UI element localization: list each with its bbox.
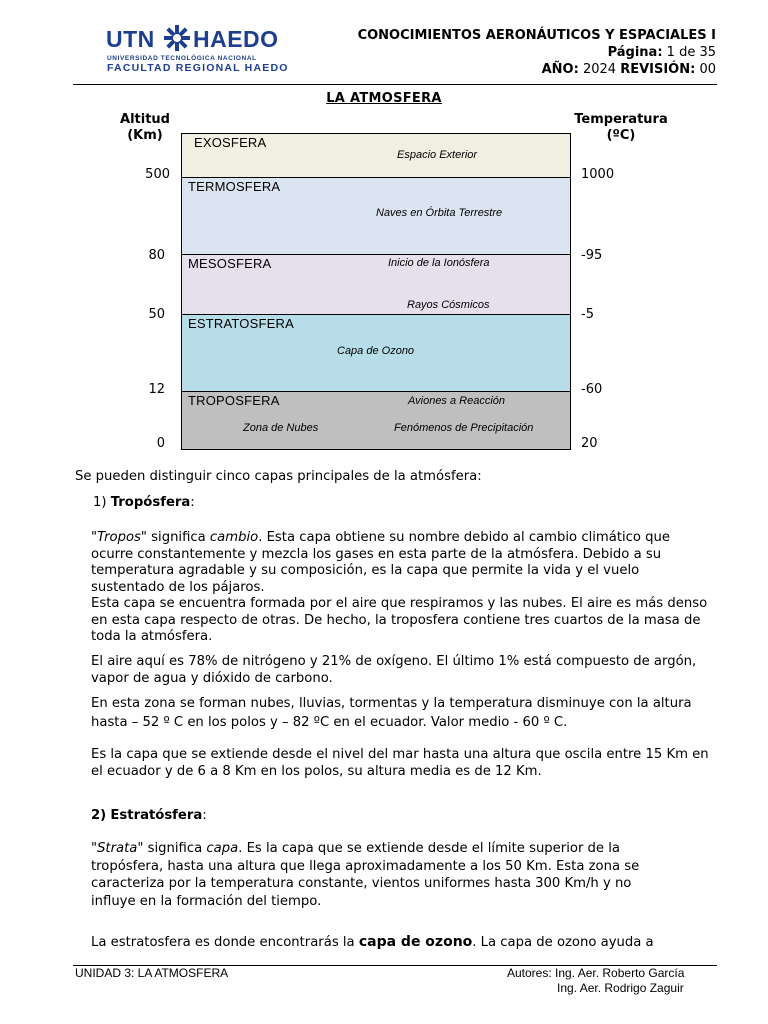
paragraph: La estratosfera es donde encontrarás la capa de ozono. La capa de ozono ayuda a — [91, 934, 654, 950]
footer-authors-line1: Autores: Ing. Aer. Roberto García — [507, 966, 685, 980]
layer-estratosfera — [182, 315, 570, 392]
layer-note: Rayos Cósmicos — [407, 299, 490, 311]
layer-note: Capa de Ozono — [337, 345, 415, 357]
layer-name: TROPOSFERA — [188, 393, 280, 408]
layer-name: EXOSFERA — [194, 135, 267, 150]
header-divider — [73, 84, 717, 85]
layer-termosfera — [182, 178, 570, 255]
altitude-tick: 80 — [148, 248, 165, 263]
altitude-tick: 500 — [145, 167, 170, 182]
altitude-axis-title: Altitud (Km) — [120, 112, 170, 143]
temperature-tick: -60 — [581, 382, 603, 397]
temperature-tick: -95 — [581, 248, 603, 263]
layer-mesosfera — [182, 255, 570, 315]
layer-note: Zona de Nubes — [243, 422, 319, 434]
temperature-tick: 1000 — [581, 167, 615, 182]
layer-note: Naves en Órbita Terrestre — [376, 207, 503, 219]
page-indicator — [608, 45, 716, 60]
page-value: 1 de 35 — [666, 45, 716, 60]
layer-note: Inicio de la Ionósfera — [388, 257, 490, 269]
layer-name: MESOSFERA — [188, 256, 272, 271]
temperature-tick: -5 — [581, 307, 594, 322]
footer-unit: UNIDAD 3: LA ATMOSFERA — [75, 966, 229, 980]
section-heading-troposfera: 1) Tropósfera: — [93, 495, 195, 510]
altitude-tick: 12 — [148, 382, 165, 397]
paragraph: Es la capa que se extiende desde el nivel del mar hasta una altura que oscila entre 15 Km en el ecuador y de 6 a 8 Km en los polos, su altura media es de 12 Km. — [91, 747, 709, 779]
altitude-tick: 50 — [148, 307, 165, 322]
logo-university-name: UNIVERSIDAD TECNOLÓGICA NACIONAL — [107, 55, 257, 62]
year-label: AÑO: — [541, 62, 579, 77]
layer-name: ESTRATOSFERA — [188, 316, 294, 331]
paragraph: "Strata" significa capa. Es la capa que se extiende desde el límite superior de la tropósfera, hasta una altura que llega aproximadamente a los 50 Km. Esta zona se caracteriza por la temperatura constante, vientos uniformes hasta 300 Km/h y no influye en la formación del tiempo. — [91, 841, 640, 909]
section-heading-estratosfera: 2) Estratósfera: — [91, 808, 207, 823]
temperature-axis-title: Temperatura (ºC) — [574, 112, 668, 143]
logo-emblem-icon — [164, 25, 190, 51]
layer-note: Aviones a Reacción — [408, 395, 506, 407]
logo-haedo-text: HAEDO — [193, 26, 279, 52]
atmosphere-layers-diagram — [181, 133, 571, 450]
utn-haedo-logo — [106, 24, 289, 74]
logo-faculty-name: FACULTAD REGIONAL HAEDO — [107, 62, 289, 74]
year-revision — [542, 62, 716, 77]
footer-authors-line2: Ing. Aer. Rodrigo Zaguir — [557, 981, 684, 995]
paragraph: "Tropos" significa cambio. Esta capa obtiene su nombre debido al cambio climático que ocurre constantemente y mezcla los gases en esta parte de la atmósfera. Debido a su temperatura agradable y su composición, es la capa que permite la vida y el vuelo sustentado de los pájaros. — [91, 530, 671, 595]
layer-note: Espacio Exterior — [397, 149, 478, 161]
layer-note: Fenómenos de Precipitación — [394, 422, 534, 434]
paragraph: Esta capa se encuentra formada por el aire que respiramos y las nubes. El aire es más denso en esta capa respecto de otras. De hecho, la troposfera contiene tres cuartos de la masa de toda la atmósfera. — [91, 596, 708, 644]
page-label: Página: — [607, 45, 663, 60]
paragraph: En esta zona se forman nubes, lluvias, tormentas y la temperatura disminuye con la altura hasta – 52 º C en los polos y – 82 ºC en el ecuador. Valor medio - 60 º C. — [91, 696, 692, 730]
layer-exosfera — [182, 134, 570, 178]
paragraph: El aire aquí es 78% de nitrógeno y 21% de oxígeno. El último 1% está compuesto de argón, vapor de agua y dióxido de carbono. — [91, 654, 697, 686]
year-value: 2024 — [582, 62, 617, 77]
intro-text: Se pueden distinguir cinco capas principales de la atmósfera: — [75, 469, 482, 484]
altitude-tick: 0 — [156, 436, 165, 451]
layer-name: TERMOSFERA — [188, 179, 281, 194]
layer-troposfera — [182, 392, 570, 449]
temperature-tick: 20 — [581, 436, 598, 451]
revision-value: 00 — [699, 62, 716, 77]
diagram-title: LA ATMOSFERA — [326, 91, 442, 106]
course-title: CONOCIMIENTOS AERONÁUTICOS Y ESPACIALES I — [357, 28, 716, 43]
logo-utn-text: UTN — [106, 26, 155, 52]
revision-label: REVISIÓN: — [620, 62, 696, 77]
